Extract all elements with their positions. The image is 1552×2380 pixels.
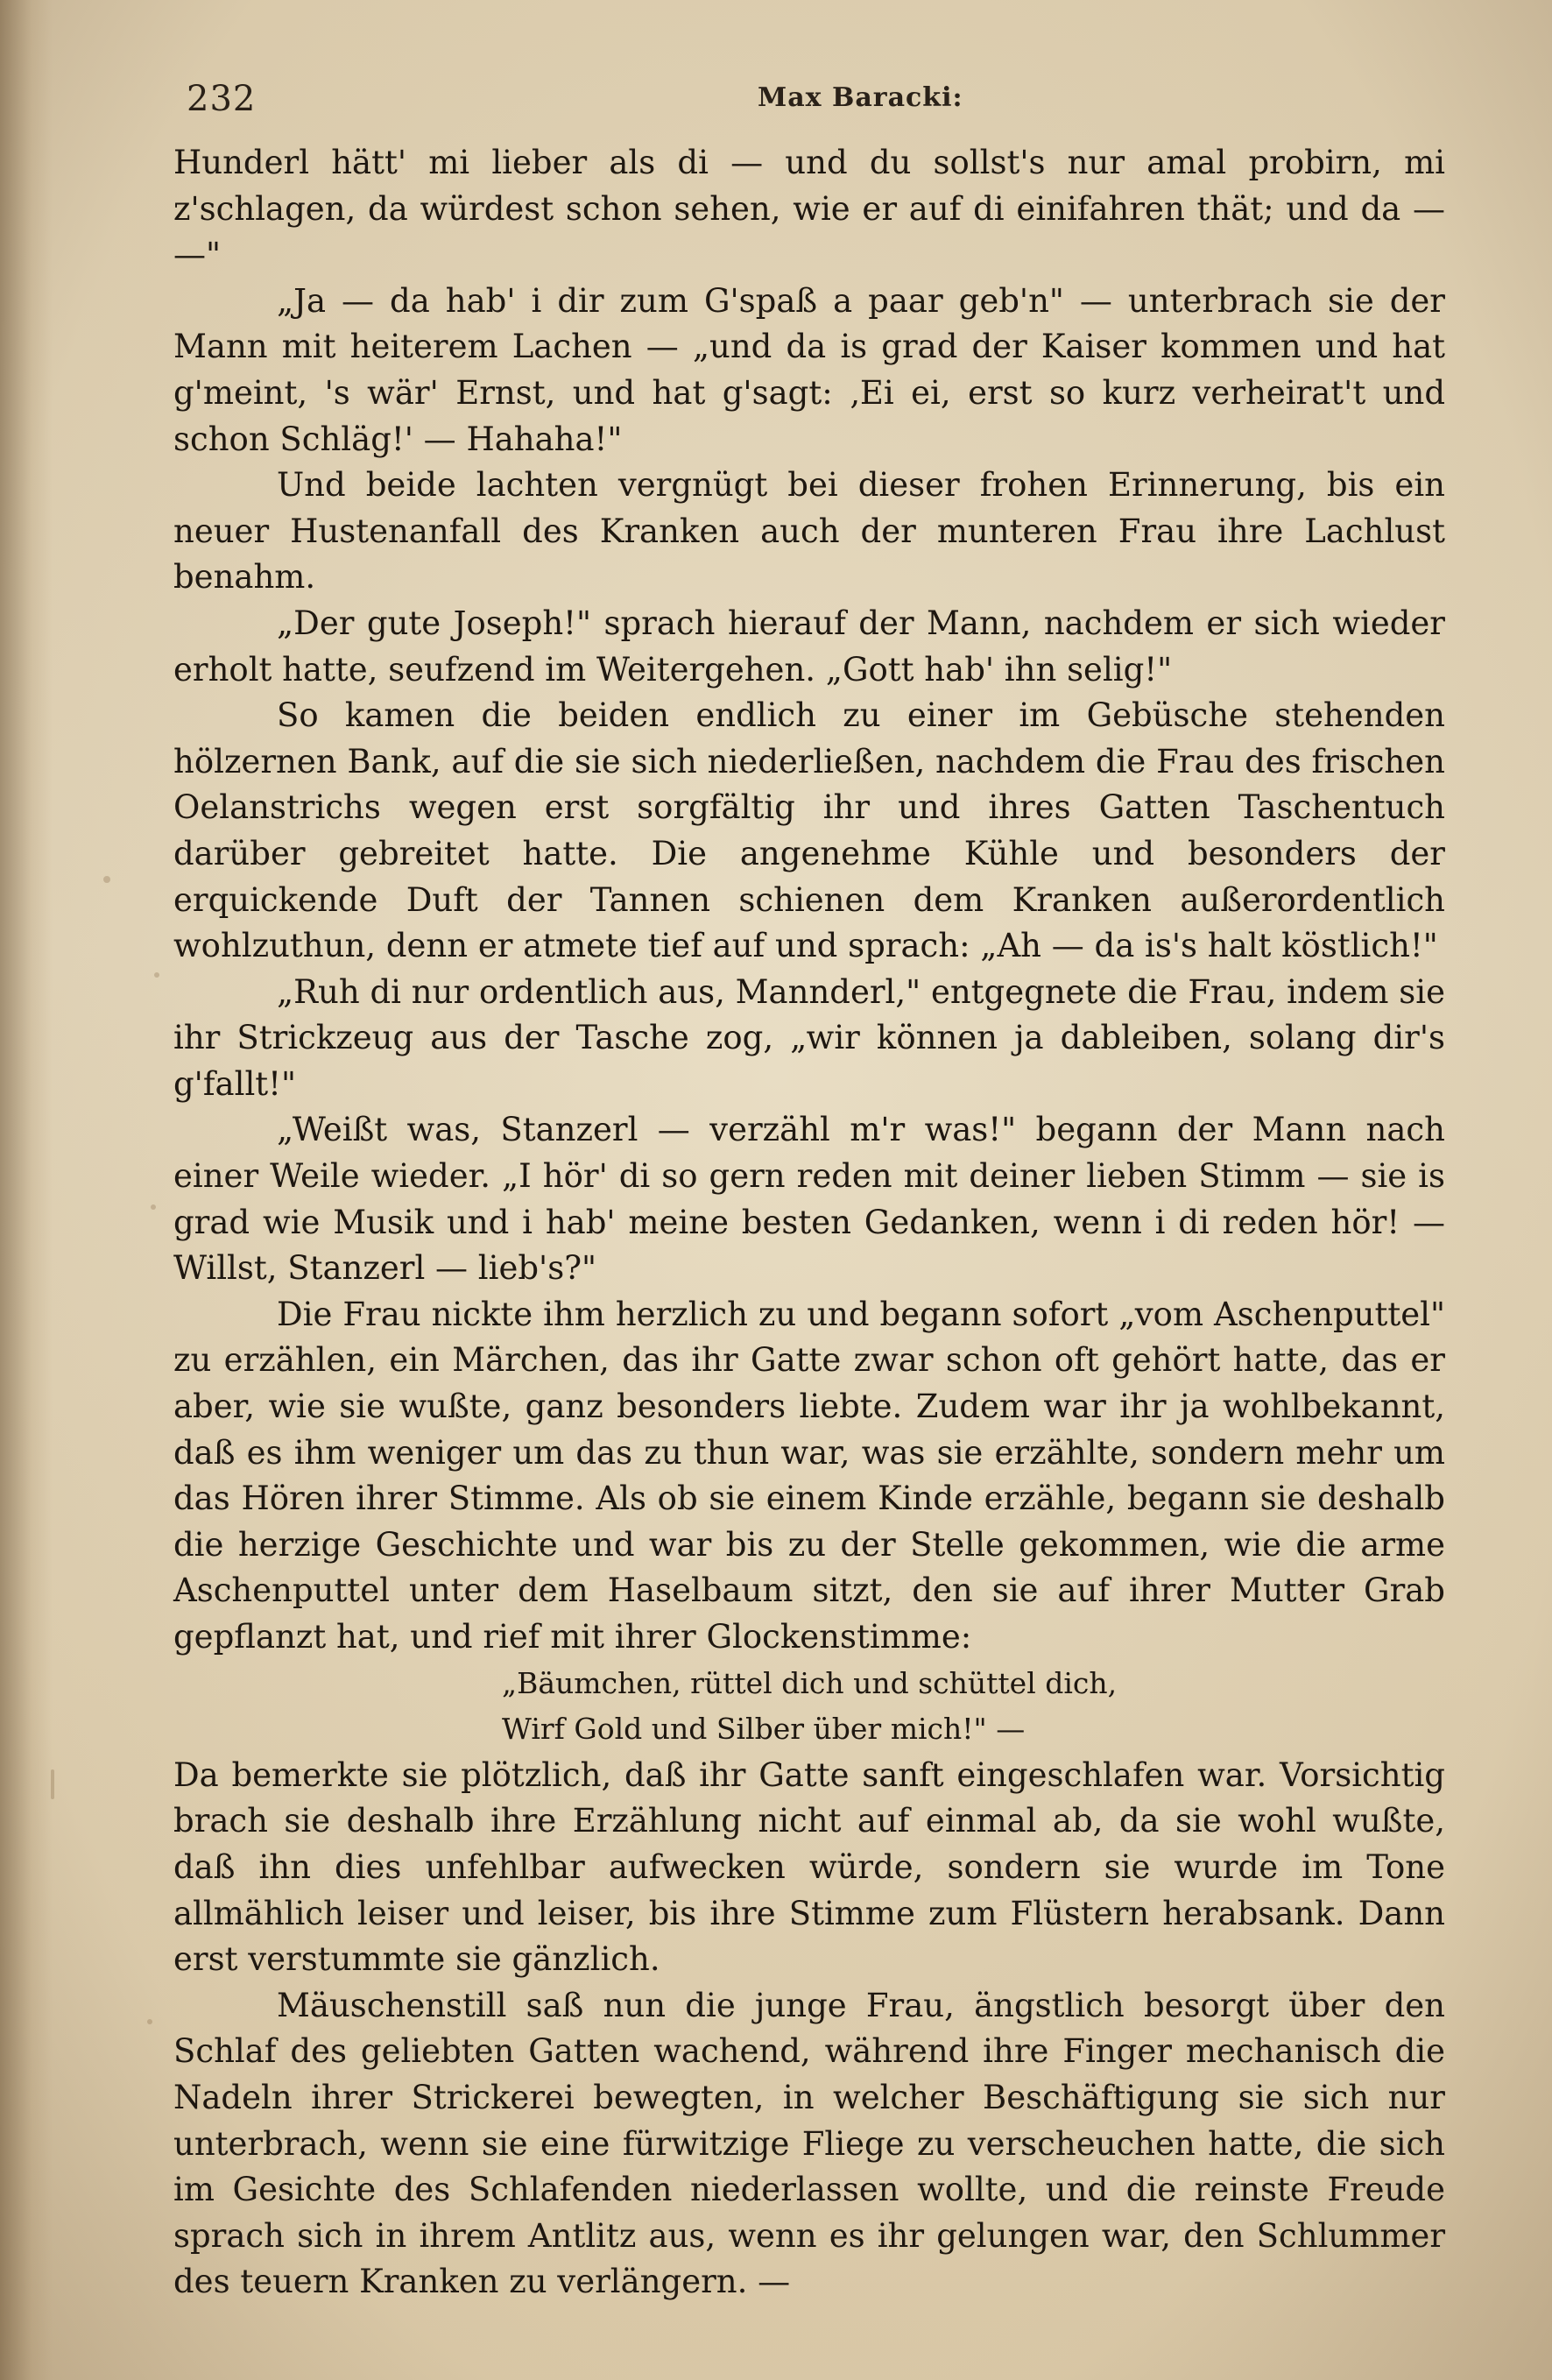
running-head: Max Baracki: xyxy=(758,82,963,113)
paragraph: „Ruh di nur ordentlich aus, Mannderl," entgegnete die Frau, indem sie ihr Strickzeug aus der Tasche zog, „wir können ja dableiben, solang dir's g'fallt!" xyxy=(173,972,1445,1103)
paragraph: „Weißt was, Stanzerl — verzähl m'r was!" begann der Mann nach einer Weile wieder. „I hör' di so gern reden mit deiner lieben Stimm — sie is grad wie Musik und i hab' meine besten Gedanken, wenn i di reden hör! — Willst, Stanzerl — lieb's?" xyxy=(173,1111,1445,1288)
paper-spot xyxy=(154,972,159,978)
paragraph: „Der gute Joseph!" sprach hierauf der Mann, nachdem er sich wieder erholt hatte, seufzend im Weitergehen. „Gott hab' ihn selig!" xyxy=(173,604,1445,689)
paragraph: Mäuschenstill saß nun die junge Frau, ängstlich besorgt über den Schlaf des geliebten Gatten wachend, während ihre Finger mechanisch die Nadeln ihrer Strickerei bewegten, in welcher Beschäftigung sie sich nur unterbrach, wenn sie eine fürwitzige Fliege zu verscheuchen hatte, die sich im Gesichte des Schlafenden niederlassen wollte, und die reinste Freude sprach sich in ihrem Antlitz aus, wenn es ihr gelungen war, den Schlummer des teuern Kranken zu verlängern. — xyxy=(173,1986,1445,2301)
verse-quote xyxy=(173,1661,1445,1753)
paragraph: Die Frau nickte ihm herzlich zu und begann sofort „vom Aschenputtel" zu erzählen, ein Märchen, das ihr Gatte zwar schon oft gehört hatte, das er aber, wie sie wußte, ganz besonders liebte. Zudem war ihr ja wohlbekannt, daß es ihm weniger um das zu thun war, was sie erzählte, sondern mehr um das Hören ihrer Stimme. Als ob sie einem Kinde erzähle, begann sie deshalb die herzige Geschichte und war bis zu der Stelle gekommen, wie die arme Aschenputtel unter dem Haselbaum sitzt, den sie auf ihrer Mutter Grab gepflanzt hat, und rief mit ihrer Glockenstimme: xyxy=(173,1295,1445,1656)
verse-line: „Bäumchen, rüttel dich und schüttel dich, xyxy=(502,1665,1118,1700)
page-header xyxy=(171,70,1445,123)
paragraph: Da bemerkte sie plötzlich, daß ihr Gatte sanft eingeschlafen war. Vorsichtig brach sie deshalb ihre Erzählung nicht auf einmal ab, da sie wohl wußte, daß ihn dies unfehlbar aufwecken würde, sondern sie wurde im Tone allmählich leiser und leiser, bis ihre Stimme zum Flüstern herabsank. Dann erst verstummte sie gänzlich. xyxy=(173,1755,1445,1979)
paragraph: Hunderl hätt' mi lieber als di — und du sollst's nur amal probirn, mi z'schlagen, da würdest schon sehen, wie er auf di einifahren thät; und da — —" xyxy=(173,144,1445,274)
page-number: 232 xyxy=(187,79,257,119)
paper-spot xyxy=(147,2019,152,2024)
body-text xyxy=(173,140,1445,2306)
paper-spot xyxy=(151,1204,156,1210)
paper-spot xyxy=(51,1769,54,1799)
verse-line: Wirf Gold und Silber über mich!" — xyxy=(502,1712,1026,1747)
page-spine-shadow xyxy=(0,0,53,2380)
paragraph: Und beide lachten vergnügt bei dieser frohen Erinnerung, bis ein neuer Hustenanfall des Kranken auch der munteren Frau ihre Lachlust benahm. xyxy=(173,466,1445,597)
paragraph: So kamen die beiden endlich zu einer im Gebüsche stehenden hölzernen Bank, auf die sie sich niederließen, nachdem die Frau des frischen Oelanstrichs wegen erst sorgfältig ihr und ihres Gatten Taschentuch darüber gebreitet hatte. Die angenehme Kühle und besonders der erquickende Duft der Tannen schienen dem Kranken außerordentlich wohlzuthun, denn er atmete tief auf und sprach: „Ah — da is's halt köstlich!" xyxy=(173,696,1445,965)
paper-spot xyxy=(103,876,110,883)
paragraph: „Ja — da hab' i dir zum G'spaß a paar geb'n" — unterbrach sie der Mann mit heiterem Lachen — „und da is grad der Kaiser kommen und hat g'meint, 's wär' Ernst, und hat g'sagt: ‚Ei ei, erst so kurz verheirat't und schon Schläg!' — Hahaha!" xyxy=(173,281,1445,458)
